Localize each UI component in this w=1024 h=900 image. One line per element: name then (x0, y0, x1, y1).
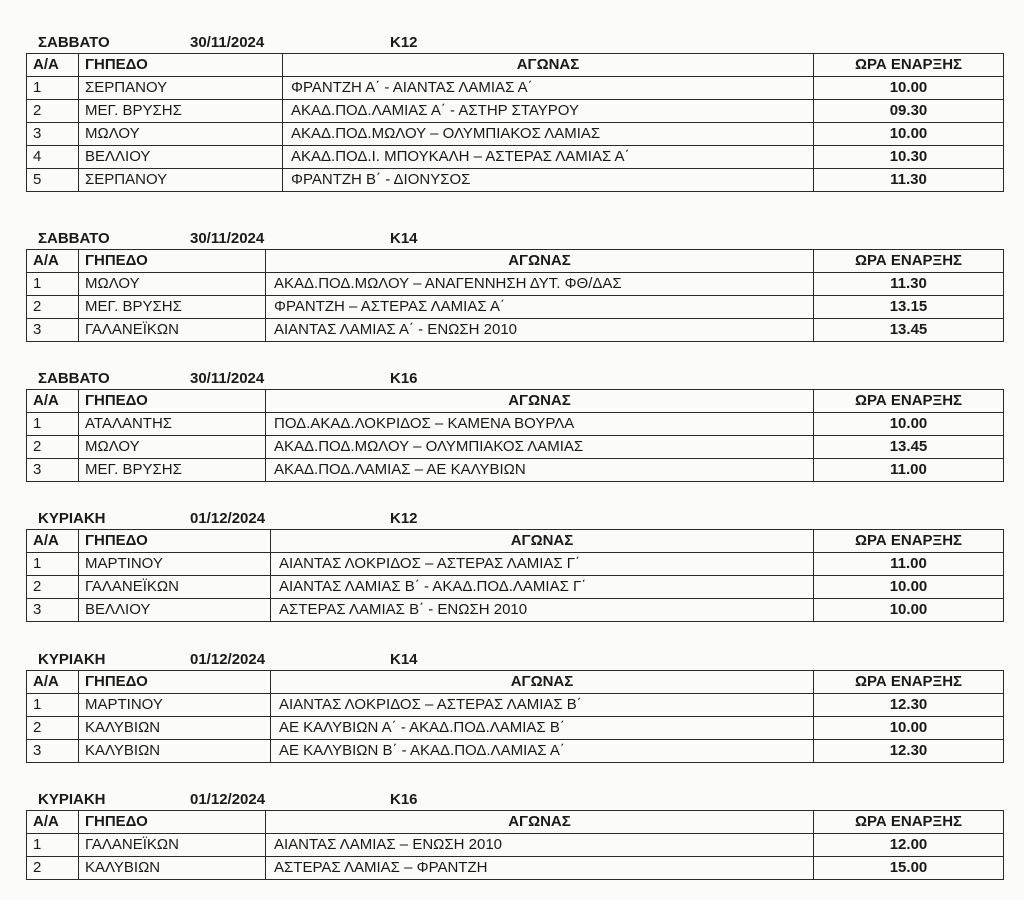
col-header-time: ΩΡΑ ΕΝΑΡΞΗΣ (814, 54, 1004, 77)
table-row (27, 100, 1004, 123)
match-cell: ΑΚΑΔ.ΠΟΔ.ΛΑΜΙΑΣ – ΑΕ ΚΑΛΥΒΙΩΝ (266, 459, 814, 482)
day-label: ΣΑΒΒΑΤΟ (38, 370, 110, 387)
row-number: 1 (27, 694, 79, 717)
col-header-match: ΑΓΩΝΑΣ (266, 390, 814, 413)
start-time-cell: 10.30 (814, 146, 1004, 169)
schedule-table (26, 389, 1004, 482)
table-header-row (27, 811, 1004, 834)
col-header-num: Α/Α (27, 530, 79, 553)
start-time-cell: 12.30 (814, 694, 1004, 717)
category-label: Κ16 (390, 791, 418, 808)
col-header-time: ΩΡΑ ΕΝΑΡΞΗΣ (814, 390, 1004, 413)
table-row (27, 694, 1004, 717)
day-label: ΚΥΡΙΑΚΗ (38, 791, 106, 808)
match-cell: ΑΙΑΝΤΑΣ ΛΟΚΡΙΔΟΣ – ΑΣΤΕΡΑΣ ΛΑΜΙΑΣ Γ΄ (271, 553, 814, 576)
start-time-cell: 11.00 (814, 553, 1004, 576)
match-cell: ΑΙΑΝΤΑΣ ΛΑΜΙΑΣ Β΄ - ΑΚΑΔ.ΠΟΔ.ΛΑΜΙΑΣ Γ΄ (271, 576, 814, 599)
match-cell: ΑΕ ΚΑΛΥΒΙΩΝ Α΄ - ΑΚΑΔ.ΠΟΔ.ΛΑΜΙΑΣ Β΄ (271, 717, 814, 740)
row-number: 1 (27, 273, 79, 296)
date-label: 30/11/2024 (190, 370, 265, 387)
section-heading (0, 788, 1024, 810)
venue-cell: ΜΕΓ. ΒΡΥΣΗΣ (79, 100, 283, 123)
day-label: ΣΑΒΒΑΤΟ (38, 34, 110, 51)
venue-cell: ΓΑΛΑΝΕΪΚΩΝ (79, 319, 266, 342)
venue-cell: ΒΕΛΛΙΟΥ (79, 599, 271, 622)
row-number: 1 (27, 413, 79, 436)
start-time-cell: 10.00 (814, 77, 1004, 100)
date-label: 30/11/2024 (190, 230, 265, 247)
col-header-venue: ΓΗΠΕΔΟ (79, 530, 271, 553)
col-header-num: Α/Α (27, 390, 79, 413)
section-heading (0, 648, 1024, 670)
section-heading (0, 31, 1024, 53)
venue-cell: ΚΑΛΥΒΙΩΝ (79, 740, 271, 763)
row-number: 2 (27, 296, 79, 319)
match-cell: ΑΙΑΝΤΑΣ ΛΑΜΙΑΣ Α΄ - ΕΝΩΣΗ 2010 (266, 319, 814, 342)
col-header-match: ΑΓΩΝΑΣ (283, 54, 814, 77)
table-row (27, 857, 1004, 880)
start-time-cell: 09.30 (814, 100, 1004, 123)
category-label: Κ16 (390, 370, 418, 387)
day-label: ΣΑΒΒΑΤΟ (38, 230, 110, 247)
table-row (27, 717, 1004, 740)
table-header-row (27, 530, 1004, 553)
venue-cell: ΜΩΛΟΥ (79, 273, 266, 296)
col-header-time: ΩΡΑ ΕΝΑΡΞΗΣ (814, 811, 1004, 834)
match-cell: ΦΡΑΝΤΖΗ Β΄ - ΔΙΟΝΥΣΟΣ (283, 169, 814, 192)
col-header-match: ΑΓΩΝΑΣ (266, 811, 814, 834)
day-label: ΚΥΡΙΑΚΗ (38, 651, 106, 668)
venue-cell: ΚΑΛΥΒΙΩΝ (79, 717, 271, 740)
start-time-cell: 13.15 (814, 296, 1004, 319)
schedule-table (26, 249, 1004, 342)
table-row (27, 553, 1004, 576)
date-label: 30/11/2024 (190, 34, 265, 51)
row-number: 1 (27, 77, 79, 100)
table-row (27, 123, 1004, 146)
row-number: 4 (27, 146, 79, 169)
table-row (27, 296, 1004, 319)
start-time-cell: 12.30 (814, 740, 1004, 763)
venue-cell: ΜΑΡΤΙΝΟΥ (79, 694, 271, 717)
match-cell: ΑΙΑΝΤΑΣ ΛΑΜΙΑΣ – ΕΝΩΣΗ 2010 (266, 834, 814, 857)
venue-cell: ΜΩΛΟΥ (79, 123, 283, 146)
row-number: 3 (27, 123, 79, 146)
col-header-venue: ΓΗΠΕΔΟ (79, 390, 266, 413)
table-row (27, 834, 1004, 857)
row-number: 2 (27, 100, 79, 123)
start-time-cell: 10.00 (814, 576, 1004, 599)
table-header-row (27, 54, 1004, 77)
row-number: 2 (27, 717, 79, 740)
section-heading (0, 507, 1024, 529)
row-number: 1 (27, 553, 79, 576)
table-row (27, 740, 1004, 763)
table-header-row (27, 390, 1004, 413)
category-label: Κ14 (390, 230, 418, 247)
col-header-match: ΑΓΩΝΑΣ (271, 671, 814, 694)
category-label: Κ12 (390, 510, 418, 527)
table-header-row (27, 250, 1004, 273)
venue-cell: ΒΕΛΛΙΟΥ (79, 146, 283, 169)
match-cell: ΦΡΑΝΤΖΗ Α΄ - ΑΙΑΝΤΑΣ ΛΑΜΙΑΣ Α΄ (283, 77, 814, 100)
table-row (27, 436, 1004, 459)
match-cell: ΑΣΤΕΡΑΣ ΛΑΜΙΑΣ – ΦΡΑΝΤΖΗ (266, 857, 814, 880)
schedule-table (26, 529, 1004, 622)
col-header-num: Α/Α (27, 250, 79, 273)
match-cell: ΑΕ ΚΑΛΥΒΙΩΝ Β΄ - ΑΚΑΔ.ΠΟΔ.ΛΑΜΙΑΣ Α΄ (271, 740, 814, 763)
start-time-cell: 11.30 (814, 169, 1004, 192)
schedule-table (26, 670, 1004, 763)
row-number: 3 (27, 459, 79, 482)
match-cell: ΑΚΑΔ.ΠΟΔ.ΜΩΛΟΥ – ΑΝΑΓΕΝΝΗΣΗ ΔΥΤ. ΦΘ/ΔΑΣ (266, 273, 814, 296)
start-time-cell: 13.45 (814, 319, 1004, 342)
venue-cell: ΣΕΡΠΑΝΟΥ (79, 169, 283, 192)
section-heading (0, 227, 1024, 249)
row-number: 2 (27, 576, 79, 599)
match-cell: ΑΙΑΝΤΑΣ ΛΟΚΡΙΔΟΣ – ΑΣΤΕΡΑΣ ΛΑΜΙΑΣ Β΄ (271, 694, 814, 717)
col-header-venue: ΓΗΠΕΔΟ (79, 671, 271, 694)
row-number: 3 (27, 319, 79, 342)
table-header-row (27, 671, 1004, 694)
start-time-cell: 10.00 (814, 717, 1004, 740)
day-label: ΚΥΡΙΑΚΗ (38, 510, 106, 527)
col-header-match: ΑΓΩΝΑΣ (271, 530, 814, 553)
venue-cell: ΜΩΛΟΥ (79, 436, 266, 459)
start-time-cell: 11.30 (814, 273, 1004, 296)
table-row (27, 77, 1004, 100)
row-number: 2 (27, 857, 79, 880)
table-row (27, 146, 1004, 169)
venue-cell: ΜΑΡΤΙΝΟΥ (79, 553, 271, 576)
venue-cell: ΑΤΑΛΑΝΤΗΣ (79, 413, 266, 436)
venue-cell: ΜΕΓ. ΒΡΥΣΗΣ (79, 296, 266, 319)
venue-cell: ΚΑΛΥΒΙΩΝ (79, 857, 266, 880)
start-time-cell: 15.00 (814, 857, 1004, 880)
col-header-time: ΩΡΑ ΕΝΑΡΞΗΣ (814, 250, 1004, 273)
start-time-cell: 11.00 (814, 459, 1004, 482)
col-header-num: Α/Α (27, 54, 79, 77)
venue-cell: ΓΑΛΑΝΕΪΚΩΝ (79, 834, 266, 857)
venue-cell: ΣΕΡΠΑΝΟΥ (79, 77, 283, 100)
match-cell: ΑΚΑΔ.ΠΟΔ.Ι. ΜΠΟΥΚΑΛΗ – ΑΣΤΕΡΑΣ ΛΑΜΙΑΣ Α΄ (283, 146, 814, 169)
section-heading (0, 367, 1024, 389)
date-label: 01/12/2024 (190, 791, 266, 808)
table-row (27, 273, 1004, 296)
match-cell: ΑΚΑΔ.ΠΟΔ.ΜΩΛΟΥ – ΟΛΥΜΠΙΑΚΟΣ ΛΑΜΙΑΣ (266, 436, 814, 459)
row-number: 5 (27, 169, 79, 192)
row-number: 2 (27, 436, 79, 459)
start-time-cell: 13.45 (814, 436, 1004, 459)
row-number: 3 (27, 599, 79, 622)
schedule-table (26, 810, 1004, 880)
date-label: 01/12/2024 (190, 651, 266, 668)
schedule-table (26, 53, 1004, 192)
col-header-venue: ΓΗΠΕΔΟ (79, 811, 266, 834)
date-label: 01/12/2024 (190, 510, 266, 527)
table-row (27, 413, 1004, 436)
row-number: 1 (27, 834, 79, 857)
start-time-cell: 12.00 (814, 834, 1004, 857)
col-header-venue: ΓΗΠΕΔΟ (79, 54, 283, 77)
match-cell: ΑΚΑΔ.ΠΟΔ.ΜΩΛΟΥ – ΟΛΥΜΠΙΑΚΟΣ ΛΑΜΙΑΣ (283, 123, 814, 146)
venue-cell: ΜΕΓ. ΒΡΥΣΗΣ (79, 459, 266, 482)
row-number: 3 (27, 740, 79, 763)
match-cell: ΑΚΑΔ.ΠΟΔ.ΛΑΜΙΑΣ Α΄ - ΑΣΤΗΡ ΣΤΑΥΡΟΥ (283, 100, 814, 123)
col-header-match: ΑΓΩΝΑΣ (266, 250, 814, 273)
start-time-cell: 10.00 (814, 599, 1004, 622)
match-cell: ΑΣΤΕΡΑΣ ΛΑΜΙΑΣ Β΄ - ΕΝΩΣΗ 2010 (271, 599, 814, 622)
start-time-cell: 10.00 (814, 413, 1004, 436)
start-time-cell: 10.00 (814, 123, 1004, 146)
table-row (27, 459, 1004, 482)
table-row (27, 576, 1004, 599)
col-header-time: ΩΡΑ ΕΝΑΡΞΗΣ (814, 671, 1004, 694)
category-label: Κ12 (390, 34, 418, 51)
table-row (27, 599, 1004, 622)
col-header-venue: ΓΗΠΕΔΟ (79, 250, 266, 273)
match-cell: ΦΡΑΝΤΖΗ – ΑΣΤΕΡΑΣ ΛΑΜΙΑΣ Α΄ (266, 296, 814, 319)
venue-cell: ΓΑΛΑΝΕΪΚΩΝ (79, 576, 271, 599)
col-header-time: ΩΡΑ ΕΝΑΡΞΗΣ (814, 530, 1004, 553)
match-cell: ΠΟΔ.ΑΚΑΔ.ΛΟΚΡΙΔΟΣ – ΚΑΜΕΝΑ ΒΟΥΡΛΑ (266, 413, 814, 436)
table-row (27, 169, 1004, 192)
col-header-num: Α/Α (27, 811, 79, 834)
category-label: Κ14 (390, 651, 418, 668)
col-header-num: Α/Α (27, 671, 79, 694)
table-row (27, 319, 1004, 342)
